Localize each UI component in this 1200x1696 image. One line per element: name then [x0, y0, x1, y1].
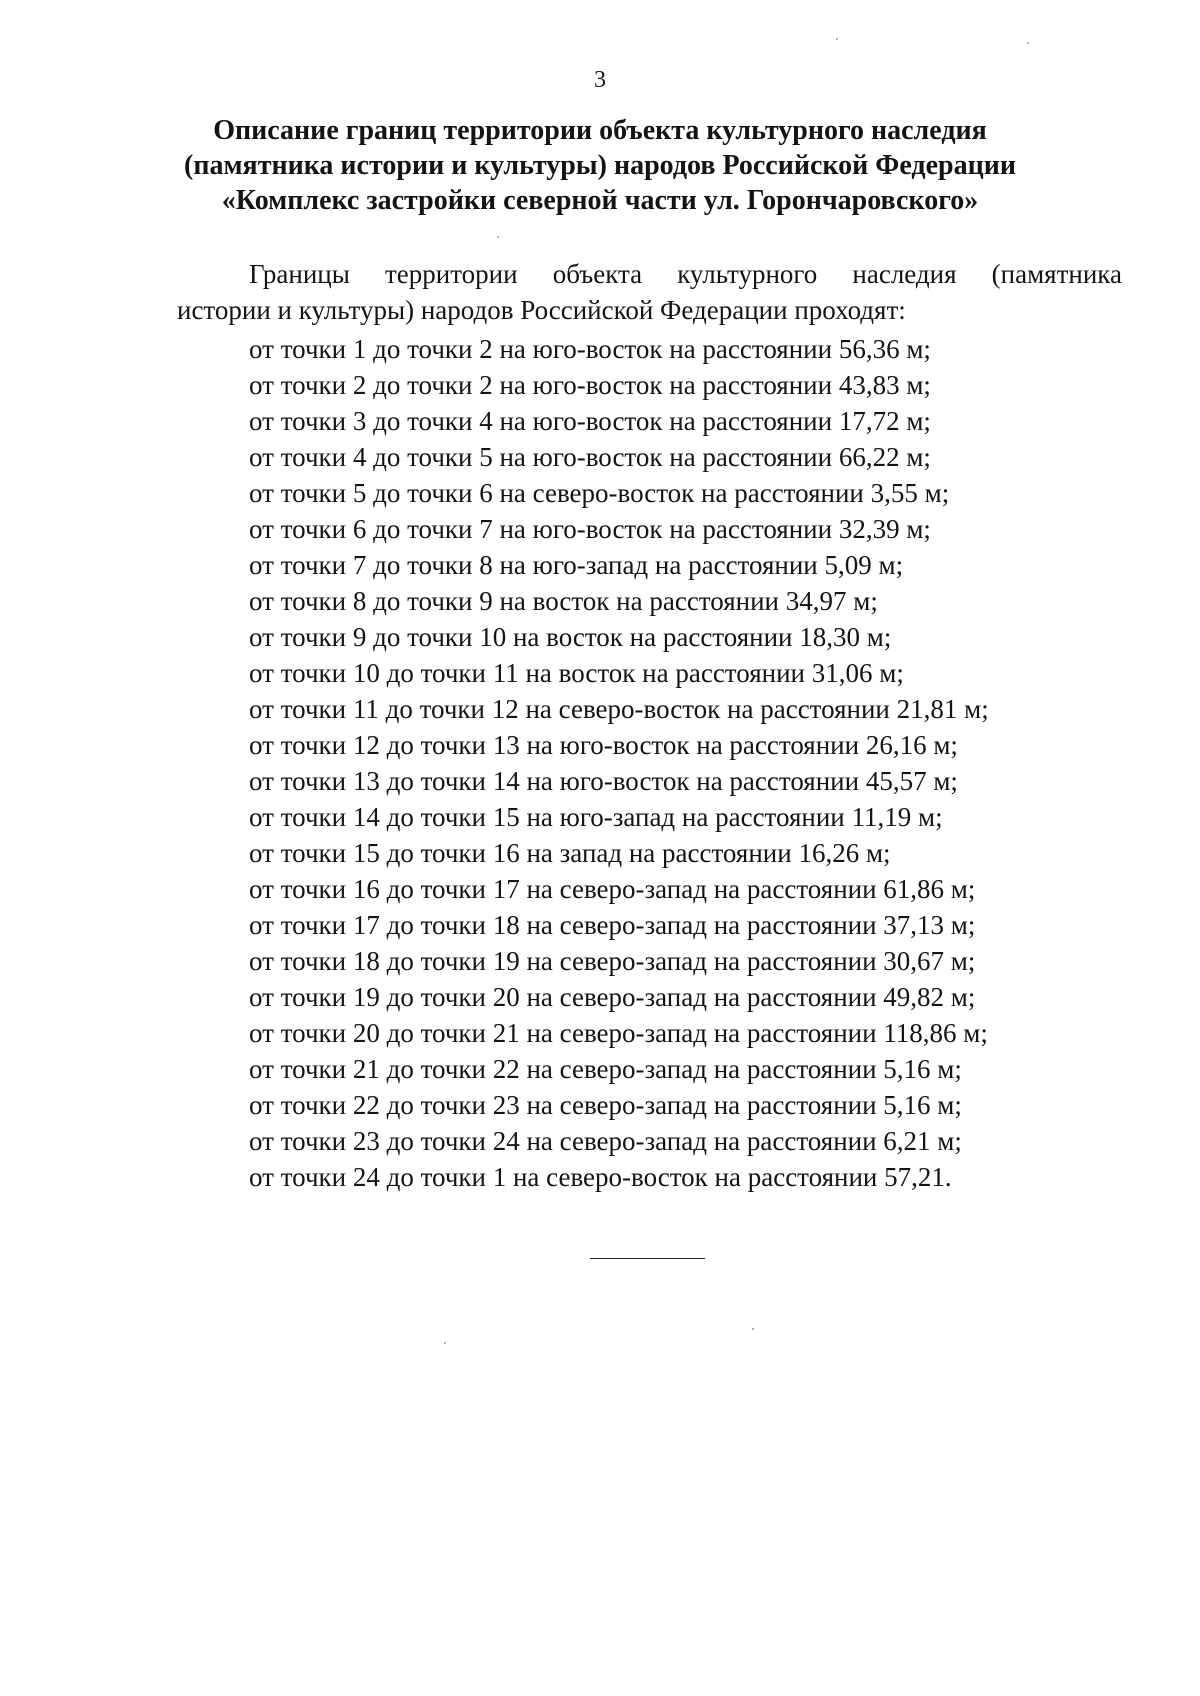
boundary-segment: от точки 18 до точки 19 на северо-запад на расстоянии 30,67 м;	[249, 946, 976, 976]
boundary-segment: от точки 3 до точки 4 на юго-восток на расстоянии 17,72 м;	[249, 406, 931, 436]
boundary-segment: от точки 5 до точки 6 на северо-восток на расстоянии 3,55 м;	[249, 478, 950, 508]
boundary-segment: от точки 8 до точки 9 на восток на расстоянии 34,97 м;	[249, 586, 878, 616]
boundary-segment: от точки 10 до точки 11 на восток на расстоянии 31,06 м;	[249, 658, 904, 688]
intro-word: наследия	[852, 259, 957, 289]
boundary-segment: от точки 12 до точки 13 на юго-восток на расстоянии 26,16 м;	[249, 730, 958, 760]
intro-first-line	[177, 256, 1122, 292]
boundary-segment: от точки 1 до точки 2 на юго-восток на расстоянии 56,36 м;	[249, 334, 931, 364]
boundary-segment: от точки 14 до точки 15 на юго-запад на расстоянии 11,19 м;	[249, 802, 943, 832]
boundary-segment: от точки 13 до точки 14 на юго-восток на расстоянии 45,57 м;	[249, 766, 958, 796]
boundary-segment: от точки 9 до точки 10 на восток на расстоянии 18,30 м;	[249, 622, 892, 652]
closing-rule	[590, 1258, 705, 1259]
title-line: «Комплекс застройки северной части ул. Горончаровского»	[221, 185, 979, 216]
scan-speck	[1027, 42, 1029, 44]
scan-speck	[444, 1342, 446, 1344]
intro-word: культурного	[677, 259, 818, 289]
document-title	[150, 113, 1050, 218]
boundary-segment: от точки 17 до точки 18 на северо-запад на расстоянии 37,13 м;	[249, 910, 976, 940]
boundary-segment: от точки 20 до точки 21 на северо-запад на расстоянии 118,86 м;	[249, 1018, 988, 1048]
boundary-segment: от точки 11 до точки 12 на северо-восток на расстоянии 21,81 м;	[249, 694, 989, 724]
scan-speck	[497, 236, 499, 238]
scan-speck	[836, 38, 838, 40]
boundary-segment: от точки 7 до точки 8 на юго-запад на расстоянии 5,09 м;	[249, 550, 904, 580]
page-number: 3	[594, 67, 606, 93]
boundary-segment: от точки 6 до точки 7 на юго-восток на расстоянии 32,39 м;	[249, 514, 931, 544]
intro-word: объекта	[552, 259, 643, 289]
intro-second-line: истории и культуры) народов Российской Федерации проходят:	[177, 295, 906, 325]
intro-word: Границы	[249, 259, 350, 289]
boundary-segment-list	[249, 331, 989, 1195]
boundary-segment: от точки 19 до точки 20 на северо-запад на расстоянии 49,82 м;	[249, 982, 976, 1012]
intro-word: территории	[385, 259, 518, 289]
intro-paragraph	[177, 256, 1122, 328]
boundary-segment: от точки 4 до точки 5 на юго-восток на расстоянии 66,22 м;	[249, 442, 931, 472]
boundary-segment: от точки 21 до точки 22 на северо-запад на расстоянии 5,16 м;	[249, 1054, 962, 1084]
title-line: Описание границ территории объекта культурного наследия	[213, 115, 987, 146]
boundary-segment: от точки 22 до точки 23 на северо-запад на расстоянии 5,16 м;	[249, 1090, 962, 1120]
scan-speck	[752, 1328, 754, 1330]
intro-word: (памятника	[991, 259, 1122, 289]
boundary-segment: от точки 16 до точки 17 на северо-запад на расстоянии 61,86 м;	[249, 874, 976, 904]
boundary-segment: от точки 2 до точки 2 на юго-восток на расстоянии 43,83 м;	[249, 370, 931, 400]
boundary-segment: от точки 15 до точки 16 на запад на расстоянии 16,26 м;	[249, 838, 891, 868]
boundary-segment: от точки 23 до точки 24 на северо-запад на расстоянии 6,21 м;	[249, 1126, 962, 1156]
title-line: (памятника истории и культуры) народов Российской Федерации	[184, 150, 1016, 181]
boundary-segment: от точки 24 до точки 1 на северо-восток на расстоянии 57,21.	[249, 1162, 952, 1192]
